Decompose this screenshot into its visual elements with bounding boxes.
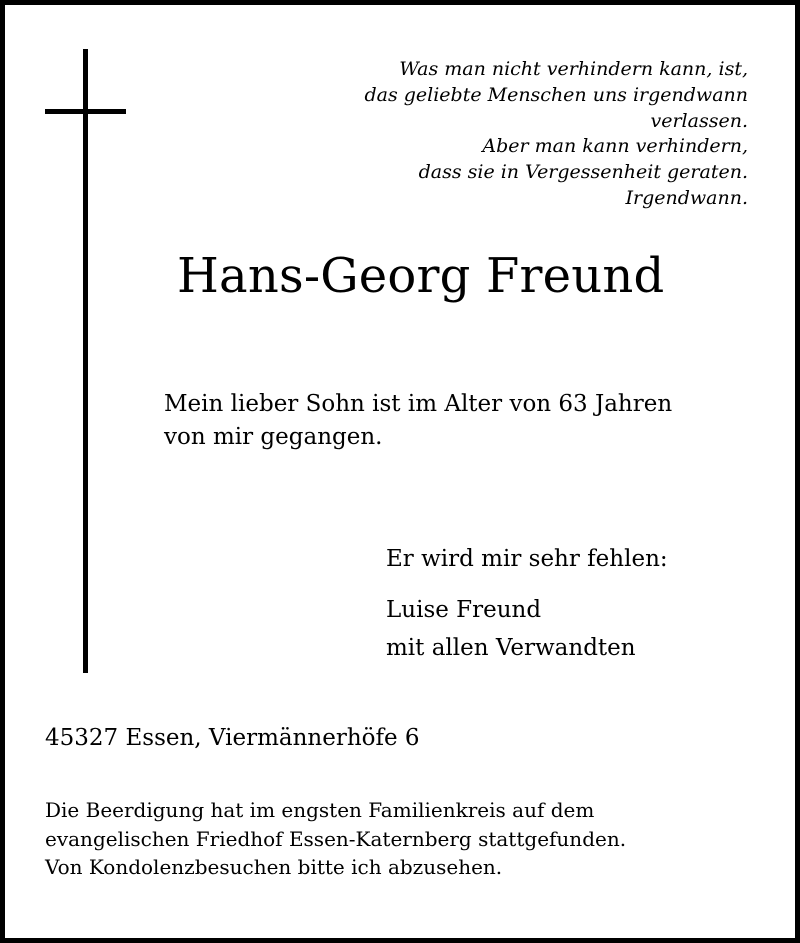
funeral-line: evangelischen Friedhof Essen-Katernberg stattgefunden. (45, 826, 627, 851)
funeral-line: Von Kondolenzbesuchen bitte ich abzusehen. (45, 855, 503, 879)
memorial-quote (308, 57, 748, 212)
signer-name: Luise Freund (386, 597, 542, 623)
quote-line: das geliebte Menschen uns irgendwann (364, 83, 748, 106)
quote-line: Was man nicht verhindern kann, ist, (399, 58, 748, 80)
quote-line: dass sie in Vergessenheit geraten. (418, 161, 748, 184)
signers (386, 591, 636, 667)
cross-icon-crossbar (45, 109, 126, 114)
farewell-line: Er wird mir sehr fehlen: (386, 546, 668, 572)
deceased-name: Hans-Georg Freund (177, 248, 665, 304)
death-announcement (164, 388, 672, 454)
mourner-address: 45327 Essen, Viermännerhöfe 6 (45, 725, 420, 751)
announcement-line: von mir gegangen. (164, 424, 383, 450)
announcement-line: Mein lieber Sohn ist im Alter von 63 Jahren (164, 391, 673, 417)
cross-icon (83, 49, 88, 673)
funeral-information (45, 796, 626, 882)
quote-line: Irgendwann. (625, 186, 748, 209)
quote-line: Aber man kann verhindern, (482, 135, 748, 158)
quote-line: verlassen. (650, 109, 748, 132)
signer-relatives: mit allen Verwandten (386, 635, 636, 661)
funeral-line: Die Beerdigung hat im engsten Familienkreis auf dem (45, 798, 595, 822)
